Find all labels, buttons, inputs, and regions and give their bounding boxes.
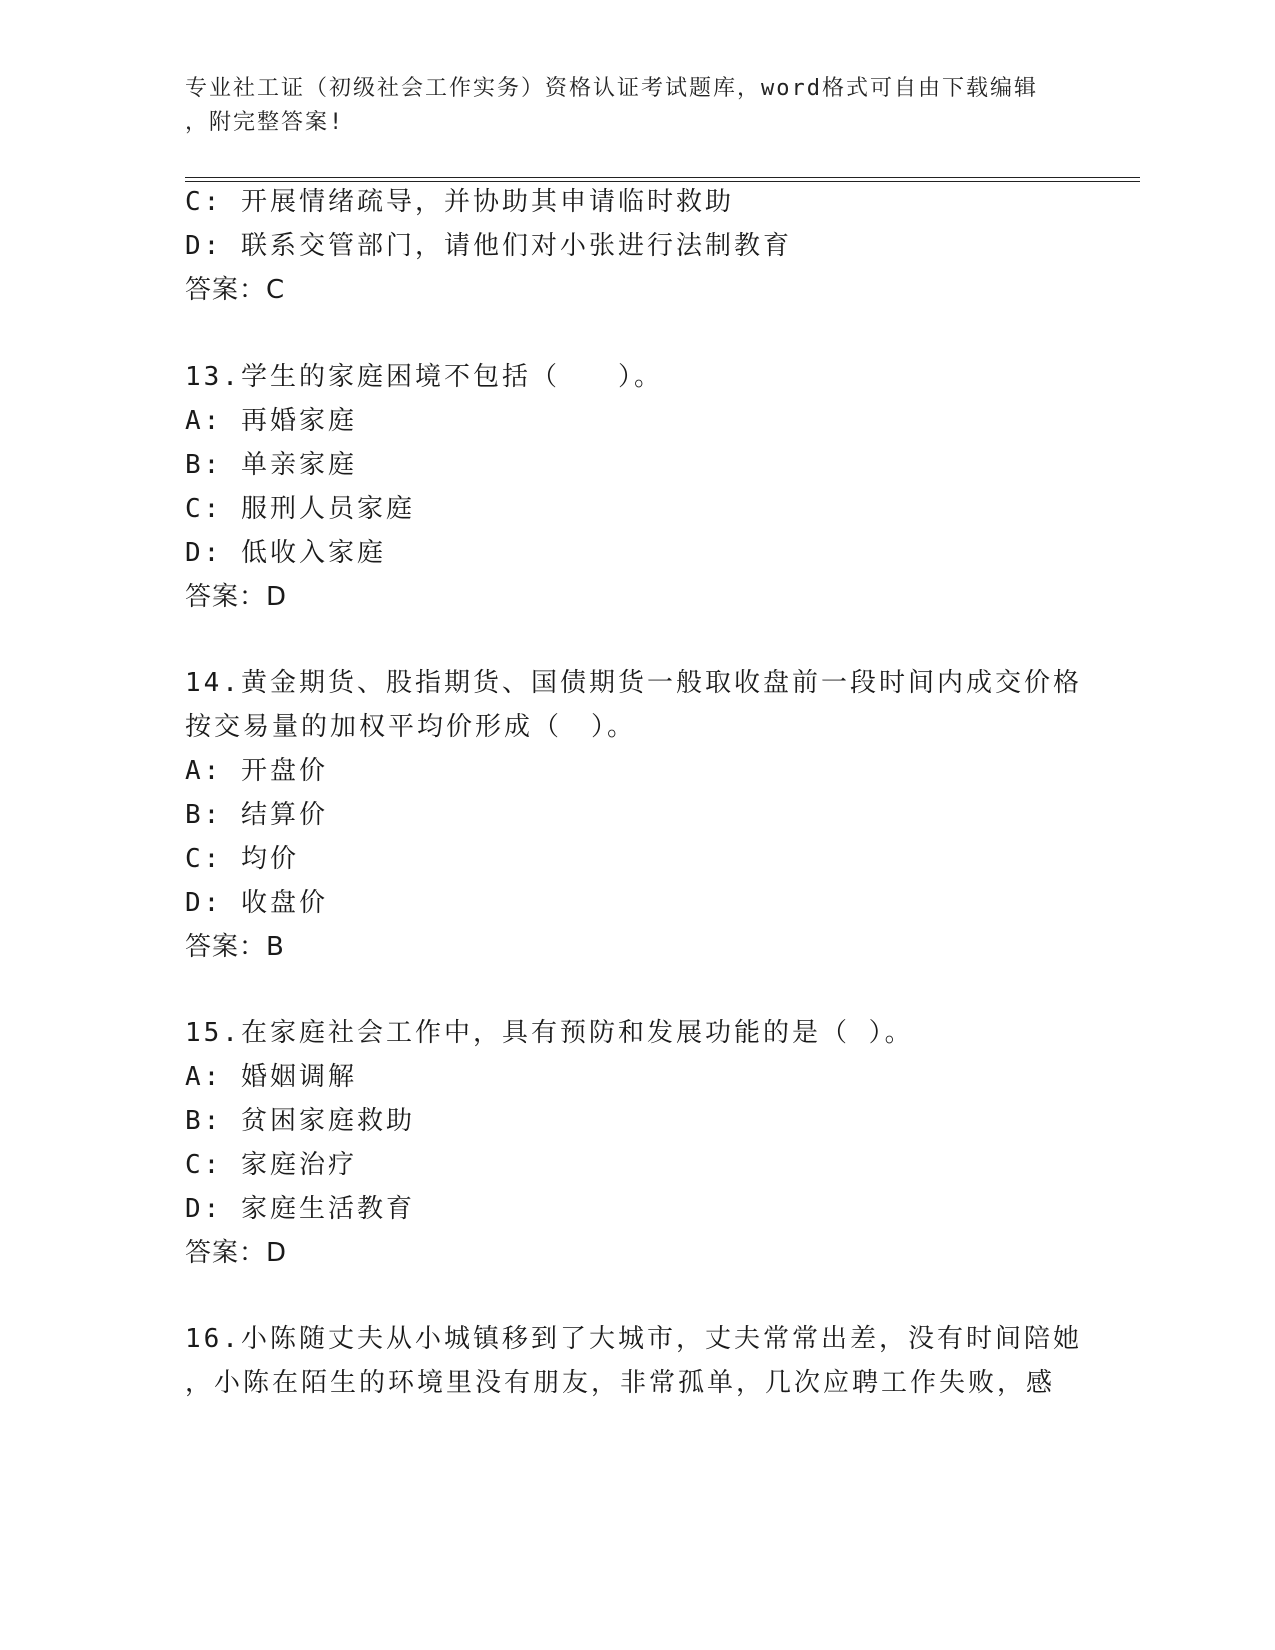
header-title-line1: 专业社工证（初级社会工作实务）资格认证考试题库，word格式可自由下载编辑 [185,76,1038,101]
q16-stem-line1: 16.小陈随丈夫从小城镇移到了大城市，丈夫常常出差，没有时间陪她 [185,1324,1082,1354]
q13-stem: 13.学生的家庭困境不包括（ ）。 [185,362,663,392]
q14-option-c: C: 均价 [185,844,299,874]
q15-stem: 15.在家庭社会工作中，具有预防和发展功能的是（ ）。 [185,1018,914,1048]
q16-stem-line2: ，小陈在陌生的环境里没有朋友，非常孤单，几次应聘工作失败，感 [185,1368,1056,1398]
q12-option-d: D: 联系交管部门，请他们对小张进行法制教育 [185,231,792,261]
q13-option-b: B: 单亲家庭 [185,450,357,480]
q15-option-d: D: 家庭生活教育 [185,1194,415,1224]
q13-answer: 答案：D [185,582,288,612]
header-divider [185,177,1140,182]
q13-option-c: C: 服刑人员家庭 [185,494,415,524]
q12-answer: 答案：C [185,275,286,305]
q14-option-b: B: 结算价 [185,800,328,830]
q15-answer: 答案：D [185,1238,288,1268]
q13-option-d: D: 低收入家庭 [185,538,386,568]
q14-answer: 答案：B [185,932,285,962]
q14-option-a: A: 开盘价 [185,756,328,786]
q14-stem-line1: 14.黄金期货、股指期货、国债期货一般取收盘前一段时间内成交价格 [185,668,1082,698]
q12-option-c: C: 开展情绪疏导，并协助其申请临时救助 [185,187,734,217]
q15-option-c: C: 家庭治疗 [185,1150,357,1180]
q13-option-a: A: 再婚家庭 [185,406,357,436]
q14-option-d: D: 收盘价 [185,888,328,918]
q14-stem-line2: 按交易量的加权平均价形成（ ）。 [185,712,637,742]
q15-option-b: B: 贫困家庭救助 [185,1106,415,1136]
q15-option-a: A: 婚姻调解 [185,1062,357,1092]
header-title-line2: ，附完整答案! [185,110,345,135]
page-header [185,72,1065,140]
